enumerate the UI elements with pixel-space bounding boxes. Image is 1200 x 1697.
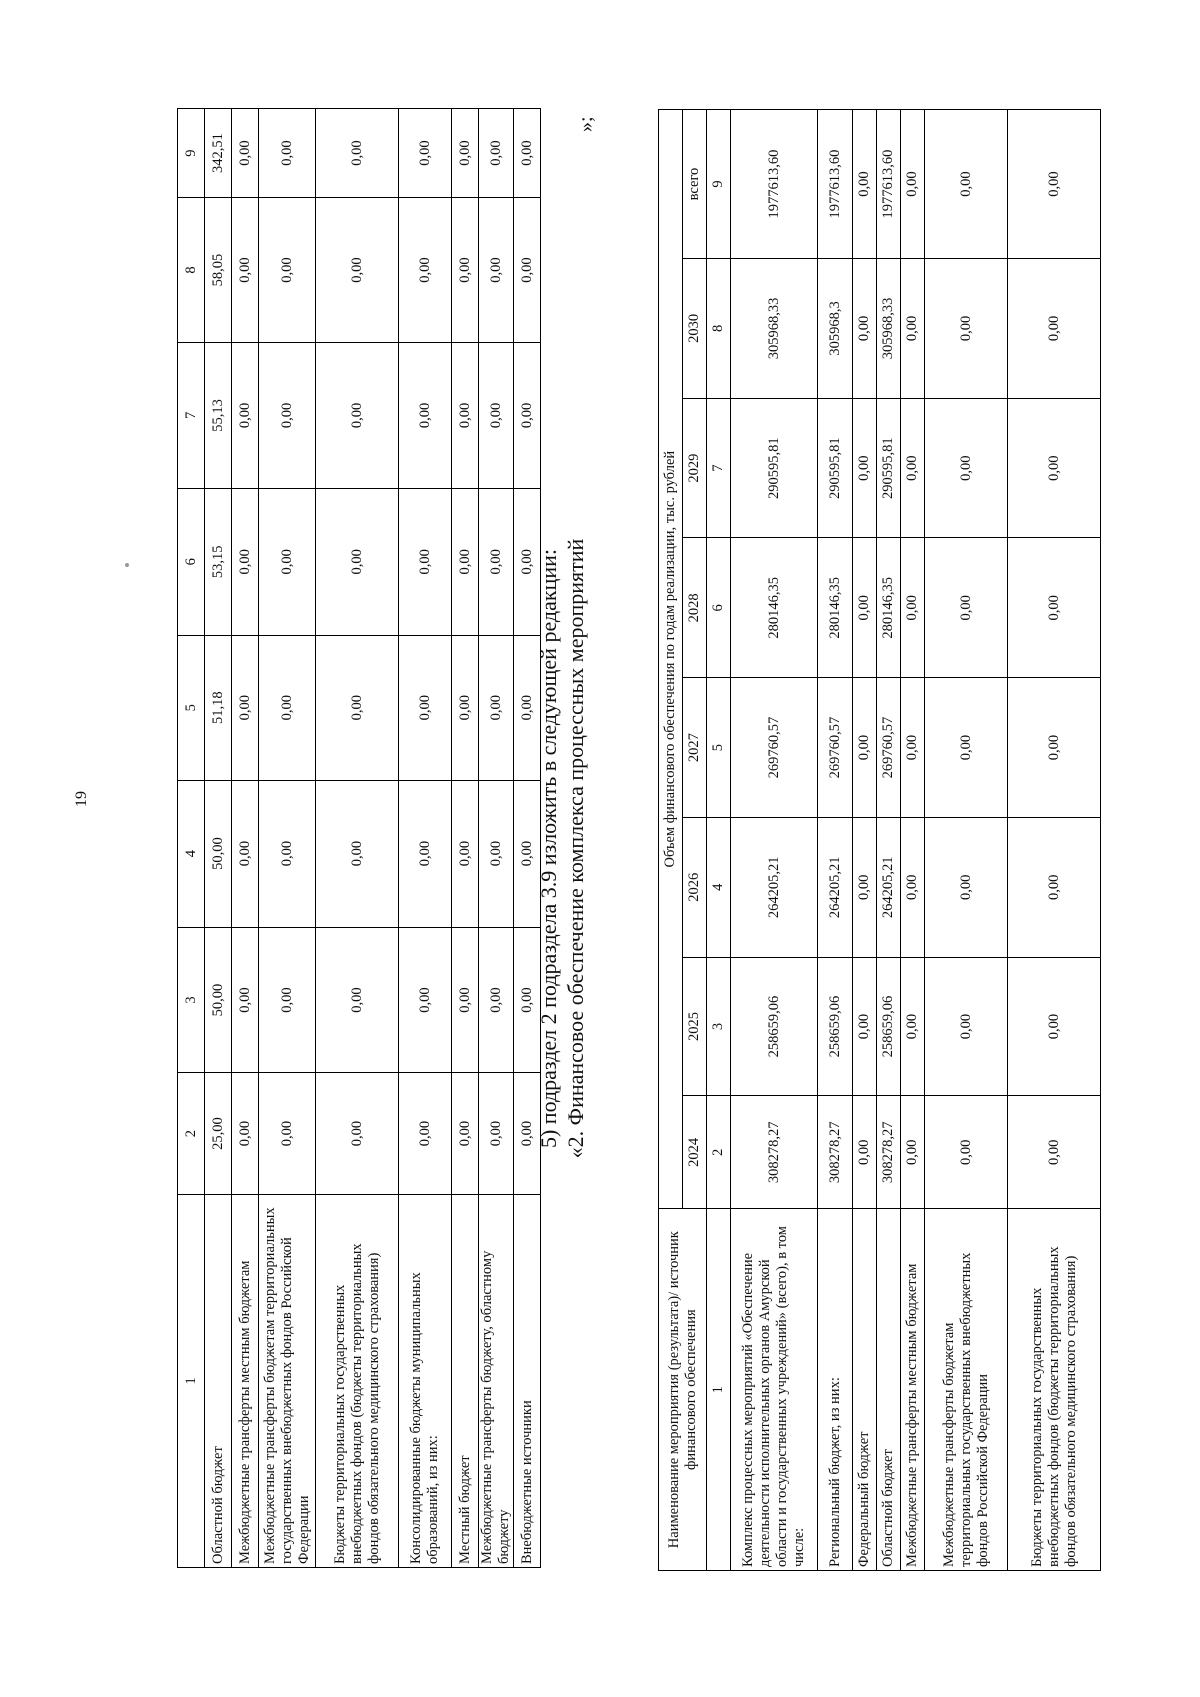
table-header-row	[178, 109, 205, 1568]
column-number: 4	[707, 817, 731, 957]
process-measures-finance-table	[658, 109, 1101, 1571]
value-cell: 0,00	[514, 635, 541, 780]
value-cell: 55,13	[205, 342, 232, 488]
value-cell: 58,05	[205, 198, 232, 343]
table-row	[316, 109, 399, 1568]
value-cell: 269760,57	[731, 678, 818, 818]
value-cell: 0,00	[232, 780, 259, 927]
amendment-instruction: 5) подраздел 2 подраздела 3.9 изложить в следующей редакции:	[536, 548, 561, 1149]
value-cell: 0,00	[1008, 110, 1101, 259]
value-cell: 0,00	[399, 1073, 452, 1194]
table-row	[818, 110, 853, 1571]
year-header: 2027	[683, 678, 707, 818]
header-cell: 7	[178, 342, 205, 488]
value-cell: 305968,3	[818, 259, 853, 399]
value-cell: 0,00	[1008, 538, 1101, 678]
value-cell: 0,00	[399, 342, 452, 488]
value-cell: 0,00	[259, 635, 316, 780]
value-cell: 0,00	[232, 342, 259, 488]
value-cell: 0,00	[316, 488, 399, 635]
header-cell: 3	[178, 927, 205, 1073]
column-numbers-row	[707, 110, 731, 1571]
row-name: Региональный бюджет, из них:	[818, 1209, 853, 1571]
row-name: Областной бюджет	[877, 1209, 901, 1571]
column-number: 1	[707, 1209, 731, 1571]
table-row	[877, 110, 901, 1571]
value-cell: 280146,35	[731, 538, 818, 678]
value-cell: 0,00	[901, 110, 925, 259]
value-cell: 342,51	[205, 109, 232, 198]
value-cell: 0,00	[925, 110, 1008, 259]
table-row	[479, 109, 514, 1568]
value-cell: 308278,27	[731, 1096, 818, 1209]
value-cell: 0,00	[514, 780, 541, 927]
col1-header: Наименование мероприятия (результата)/ источник финансового обеспечения	[659, 1209, 707, 1571]
column-number: 9	[707, 110, 731, 259]
row-name: Межбюджетные трансферты местным бюджетам	[901, 1209, 925, 1571]
value-cell: 0,00	[853, 957, 877, 1096]
header-cell: 9	[178, 109, 205, 198]
value-cell: 25,00	[205, 1073, 232, 1194]
value-cell: 0,00	[316, 198, 399, 343]
value-cell: 0,00	[514, 198, 541, 343]
value-cell: 308278,27	[818, 1096, 853, 1209]
value-cell: 0,00	[925, 398, 1008, 538]
value-cell: 0,00	[479, 109, 514, 198]
value-cell: 258659,06	[877, 957, 901, 1096]
header-cell: 4	[178, 780, 205, 927]
value-cell: 290595,81	[877, 398, 901, 538]
value-cell: 0,00	[853, 398, 877, 538]
row-name: Межбюджетные трансферты местным бюджетам	[232, 1194, 259, 1567]
value-cell: 0,00	[1008, 957, 1101, 1096]
table-row	[452, 109, 479, 1568]
value-cell: 0,00	[514, 927, 541, 1073]
section-title: «2. Финансовое обеспечение комплекса процессных мероприятий	[563, 538, 588, 1159]
value-cell: 0,00	[316, 780, 399, 927]
row-name: Областной бюджет	[205, 1194, 232, 1567]
value-cell: 0,00	[479, 635, 514, 780]
row-name: Местный бюджет	[452, 1194, 479, 1567]
value-cell: 0,00	[399, 927, 452, 1073]
year-header: всего	[683, 110, 707, 259]
value-cell: 0,00	[901, 678, 925, 818]
table-row	[731, 110, 818, 1571]
value-cell: 0,00	[514, 488, 541, 635]
value-cell: 50,00	[205, 927, 232, 1073]
column-number: 5	[707, 678, 731, 818]
value-cell: 0,00	[232, 198, 259, 343]
value-cell: 0,00	[925, 259, 1008, 399]
column-number: 7	[707, 398, 731, 538]
value-cell: 0,00	[901, 538, 925, 678]
group-header: Объем финансового обеспечения по годам реализации, тыс. рублей	[659, 110, 683, 1209]
value-cell: 0,00	[232, 109, 259, 198]
value-cell: 0,00	[232, 488, 259, 635]
value-cell: 0,00	[399, 109, 452, 198]
row-name: Бюджеты территориальных государственных внебюджетных фондов (бюджеты территориальных фондов обязательного медицинского страхования)	[1008, 1209, 1101, 1571]
value-cell: 0,00	[232, 927, 259, 1073]
value-cell: 0,00	[479, 342, 514, 488]
value-cell: 264205,21	[877, 817, 901, 957]
value-cell: 0,00	[853, 259, 877, 399]
group-header-row	[659, 110, 683, 1571]
year-header: 2025	[683, 957, 707, 1096]
value-cell: 308278,27	[877, 1096, 901, 1209]
scan-speck	[125, 563, 129, 567]
value-cell: 280146,35	[877, 538, 901, 678]
value-cell: 0,00	[1008, 817, 1101, 957]
value-cell: 0,00	[452, 635, 479, 780]
value-cell: 0,00	[925, 538, 1008, 678]
value-cell: 0,00	[925, 817, 1008, 957]
value-cell: 0,00	[452, 109, 479, 198]
row-name: Межбюджетные трансферты бюджетам территориальных государственных внебюджетных фондов Российской Федерации	[259, 1194, 316, 1567]
value-cell: 0,00	[901, 259, 925, 399]
value-cell: 0,00	[853, 678, 877, 818]
table-row	[232, 109, 259, 1568]
value-cell: 0,00	[232, 635, 259, 780]
value-cell: 0,00	[259, 342, 316, 488]
column-number: 8	[707, 259, 731, 399]
table-row	[205, 109, 232, 1568]
row-name: Консолидированные бюджеты муниципальных образований, из них:	[399, 1194, 452, 1567]
year-header: 2026	[683, 817, 707, 957]
row-name: Комплекс процессных мероприятий «Обеспечение деятельности исполнительных органов Амурской области и государственных учреждений» (всего), в том числе:	[731, 1209, 818, 1571]
value-cell: 0,00	[232, 1073, 259, 1194]
value-cell: 0,00	[316, 1073, 399, 1194]
value-cell: 0,00	[399, 198, 452, 343]
value-cell: 0,00	[853, 817, 877, 957]
value-cell: 258659,06	[731, 957, 818, 1096]
column-number: 6	[707, 538, 731, 678]
header-cell: 8	[178, 198, 205, 343]
table-row	[925, 110, 1008, 1571]
value-cell: 0,00	[479, 927, 514, 1073]
value-cell: 280146,35	[818, 538, 853, 678]
value-cell: 258659,06	[818, 957, 853, 1096]
value-cell: 0,00	[452, 1073, 479, 1194]
value-cell: 0,00	[452, 927, 479, 1073]
year-header: 2030	[683, 259, 707, 399]
header-cell: 6	[178, 488, 205, 635]
value-cell: 1977613,60	[731, 110, 818, 259]
value-cell: 50,00	[205, 780, 232, 927]
value-cell: 0,00	[1008, 398, 1101, 538]
value-cell: 0,00	[452, 198, 479, 343]
value-cell: 0,00	[514, 1073, 541, 1194]
value-cell: 0,00	[925, 1096, 1008, 1209]
value-cell: 264205,21	[818, 817, 853, 957]
top-budget-table	[177, 108, 541, 1568]
value-cell: 305968,33	[877, 259, 901, 399]
value-cell: 0,00	[1008, 678, 1101, 818]
table-row	[853, 110, 877, 1571]
table-row	[399, 109, 452, 1568]
closing-quote: »;	[575, 116, 597, 132]
value-cell: 0,00	[259, 109, 316, 198]
value-cell: 0,00	[479, 1073, 514, 1194]
value-cell: 0,00	[259, 198, 316, 343]
value-cell: 0,00	[316, 109, 399, 198]
page-number: 19	[73, 791, 90, 807]
column-number: 2	[707, 1096, 731, 1209]
value-cell: 0,00	[316, 927, 399, 1073]
header-cell: 2	[178, 1073, 205, 1194]
value-cell: 269760,57	[877, 678, 901, 818]
value-cell: 0,00	[514, 342, 541, 488]
value-cell: 0,00	[316, 635, 399, 780]
value-cell: 0,00	[399, 780, 452, 927]
value-cell: 0,00	[259, 1073, 316, 1194]
value-cell: 0,00	[479, 488, 514, 635]
value-cell: 0,00	[901, 817, 925, 957]
year-header: 2029	[683, 398, 707, 538]
row-name: Федеральный бюджет	[853, 1209, 877, 1571]
table-row	[1008, 110, 1101, 1571]
value-cell: 0,00	[316, 342, 399, 488]
value-cell: 0,00	[901, 957, 925, 1096]
value-cell: 290595,81	[818, 398, 853, 538]
value-cell: 1977613,60	[877, 110, 901, 259]
header-cell: 5	[178, 635, 205, 780]
value-cell: 0,00	[901, 1096, 925, 1209]
year-header: 2024	[683, 1096, 707, 1209]
value-cell: 0,00	[479, 198, 514, 343]
value-cell: 0,00	[853, 110, 877, 259]
value-cell: 0,00	[925, 678, 1008, 818]
value-cell: 0,00	[1008, 1096, 1101, 1209]
column-number: 3	[707, 957, 731, 1096]
value-cell: 305968,33	[731, 259, 818, 399]
value-cell: 0,00	[514, 109, 541, 198]
value-cell: 0,00	[479, 780, 514, 927]
table-row	[901, 110, 925, 1571]
row-name: Межбюджетные трансферты бюджетам территориальных государственных внебюджетных фондов Российской Федерации	[925, 1209, 1008, 1571]
value-cell: 0,00	[452, 488, 479, 635]
value-cell: 51,18	[205, 635, 232, 780]
value-cell: 269760,57	[818, 678, 853, 818]
value-cell: 0,00	[901, 398, 925, 538]
value-cell: 0,00	[452, 780, 479, 927]
value-cell: 0,00	[1008, 259, 1101, 399]
value-cell: 1977613,60	[818, 110, 853, 259]
value-cell: 0,00	[853, 1096, 877, 1209]
value-cell: 264205,21	[731, 817, 818, 957]
row-name: Внебюджетные источники	[514, 1194, 541, 1567]
value-cell: 0,00	[925, 957, 1008, 1096]
year-header: 2028	[683, 538, 707, 678]
value-cell: 0,00	[399, 635, 452, 780]
table-row	[259, 109, 316, 1568]
value-cell: 0,00	[259, 927, 316, 1073]
row-name: Бюджеты территориальных государственных внебюджетных фондов (бюджеты территориальных фондов обязательного медицинского страхования)	[316, 1194, 399, 1567]
row-name: Межбюджетные трансферты бюджету, областному бюджету	[479, 1194, 514, 1567]
value-cell: 0,00	[259, 488, 316, 635]
value-cell: 290595,81	[731, 398, 818, 538]
value-cell: 53,15	[205, 488, 232, 635]
value-cell: 0,00	[259, 780, 316, 927]
header-cell: 1	[178, 1194, 205, 1567]
value-cell: 0,00	[399, 488, 452, 635]
value-cell: 0,00	[853, 538, 877, 678]
value-cell: 0,00	[452, 342, 479, 488]
